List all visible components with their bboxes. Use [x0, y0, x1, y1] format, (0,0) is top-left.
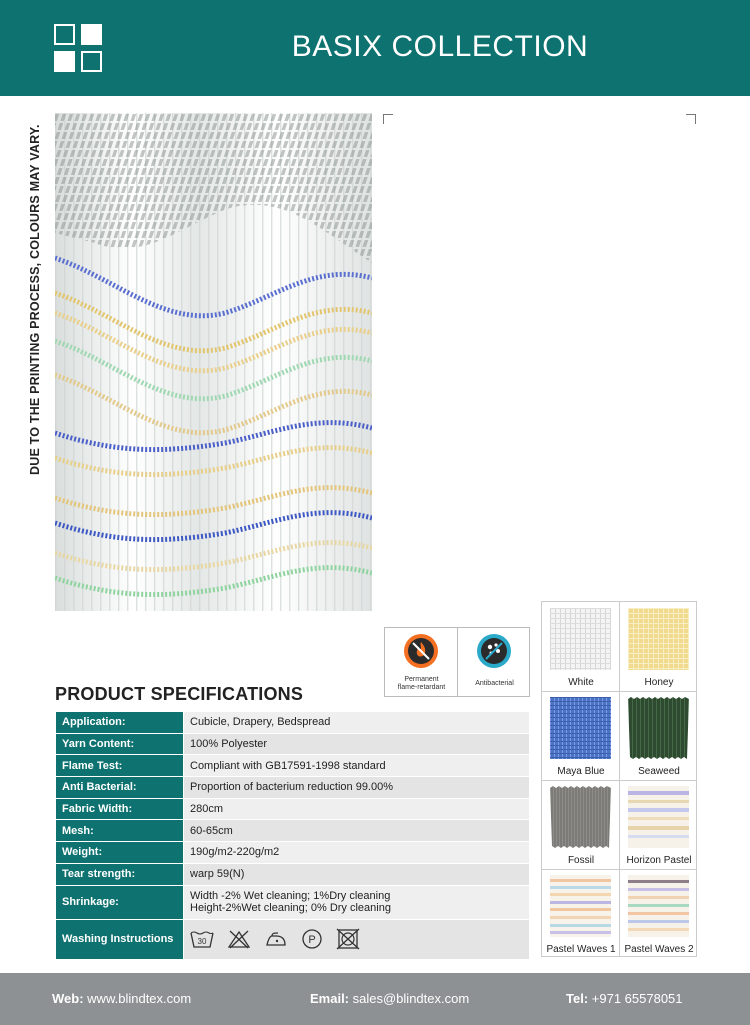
spec-key: Yarn Content:: [56, 733, 184, 755]
swatch-label: Maya Blue: [557, 766, 605, 777]
swatch-fossil[interactable]: [542, 780, 620, 869]
spec-value: Proportion of bacterium reduction 99.00%: [184, 777, 530, 799]
spec-key: Tear strength:: [56, 863, 184, 885]
table-row: [56, 733, 530, 755]
crop-mark-left: [383, 114, 393, 124]
swatch-label: Pastel Waves 2: [624, 944, 694, 955]
four-squares-logo: [54, 24, 102, 72]
crop-mark-right: [686, 114, 696, 124]
printing-disclaimer: [8, 115, 48, 475]
badge-flame-retardant: [385, 628, 457, 696]
footer-email-link[interactable]: sales@blindtex.com: [352, 991, 470, 1006]
dry-clean-p-icon: [301, 928, 323, 950]
table-row: [56, 820, 530, 842]
wash-temp-label: 30: [197, 937, 207, 946]
badge-antibacterial: [457, 628, 529, 696]
swatch-label: Fossil: [567, 855, 595, 866]
footer-tel-number[interactable]: +971 65578051: [591, 991, 683, 1006]
spec-key: Application:: [56, 712, 184, 734]
spec-key: Washing Instructions: [56, 919, 184, 959]
spec-key: Anti Bacterial:: [56, 777, 184, 799]
table-row: [56, 842, 530, 864]
badge-label-line2: flame-retardant: [397, 684, 446, 691]
footer-bar: [0, 973, 750, 1025]
header-bar: [0, 0, 750, 96]
shrinkage-height: Height-2%Wet cleaning; 0% Dry cleaning: [190, 902, 391, 914]
printing-disclaimer-text: DUE TO THE PRINTING PROCESS, COLOURS MAY VARY.: [28, 124, 42, 475]
fabric-hero-image: [55, 113, 372, 611]
table-row: [56, 777, 530, 799]
flame-retardant-icon: [404, 634, 438, 668]
color-swatches: [541, 601, 697, 957]
spec-value: 100% Polyester: [184, 733, 530, 755]
wash-30-icon: [190, 929, 214, 949]
footer-email-label: Email:: [310, 991, 350, 1006]
spec-key: Shrinkage:: [56, 885, 184, 919]
spec-key: Flame Test:: [56, 755, 184, 777]
footer-tel: [566, 991, 683, 1006]
swatch-pastel-waves-2[interactable]: [620, 869, 698, 958]
swatch-label: Honey: [644, 677, 674, 688]
antibacterial-icon: [477, 634, 511, 668]
spec-value: [184, 885, 530, 919]
spec-value: Cubicle, Drapery, Bedspread: [184, 712, 530, 734]
table-row: [56, 885, 530, 919]
footer-tel-label: Tel:: [566, 991, 589, 1006]
shrinkage-width: Width -2% Wet cleaning; 1%Dry cleaning: [190, 890, 391, 902]
table-row: [56, 755, 530, 777]
swatch-label: Pastel Waves 1: [546, 944, 616, 955]
do-not-tumble-dry-icon: [336, 928, 360, 950]
svg-text:P: P: [308, 934, 316, 946]
swatch-white[interactable]: [542, 602, 620, 691]
table-row: [56, 863, 530, 885]
table-row: [56, 919, 530, 959]
badge-label-line1: Permanent: [404, 676, 439, 683]
spec-value: 280cm: [184, 798, 530, 820]
washing-icons-cell: [184, 919, 530, 959]
swatch-pastel-waves-1[interactable]: [542, 869, 620, 958]
swatch-label: Seaweed: [638, 766, 680, 777]
swatch-label: White: [568, 677, 594, 688]
footer-email: [310, 991, 469, 1006]
iron-low-icon: [264, 929, 288, 949]
swatch-horizon-pastel[interactable]: [620, 780, 698, 869]
swatch-label: Horizon Pastel: [626, 855, 692, 866]
spec-key: Mesh:: [56, 820, 184, 842]
do-not-bleach-icon: [227, 929, 251, 949]
page-title: BASIX COLLECTION: [291, 30, 589, 63]
swatch-seaweed[interactable]: [620, 691, 698, 780]
spec-value: Compliant with GB17591-1998 standard: [184, 755, 530, 777]
spec-value: 190g/m2-220g/m2: [184, 842, 530, 864]
specifications-table: [55, 711, 530, 960]
footer-web: [52, 991, 191, 1006]
spec-value: warp 59(N): [184, 863, 530, 885]
feature-badges: [384, 627, 530, 697]
footer-web-link[interactable]: www.blindtex.com: [87, 991, 192, 1006]
table-row: [56, 712, 530, 734]
spec-key: Weight:: [56, 842, 184, 864]
spec-key: Fabric Width:: [56, 798, 184, 820]
product-specifications-title: PRODUCT SPECIFICATIONS: [55, 684, 304, 704]
badge-label-line1: Antibacterial: [475, 680, 514, 687]
table-row: [56, 798, 530, 820]
swatch-maya-blue[interactable]: [542, 691, 620, 780]
footer-web-label: Web:: [52, 991, 84, 1006]
spec-value: 60-65cm: [184, 820, 530, 842]
swatch-honey[interactable]: [620, 602, 698, 691]
